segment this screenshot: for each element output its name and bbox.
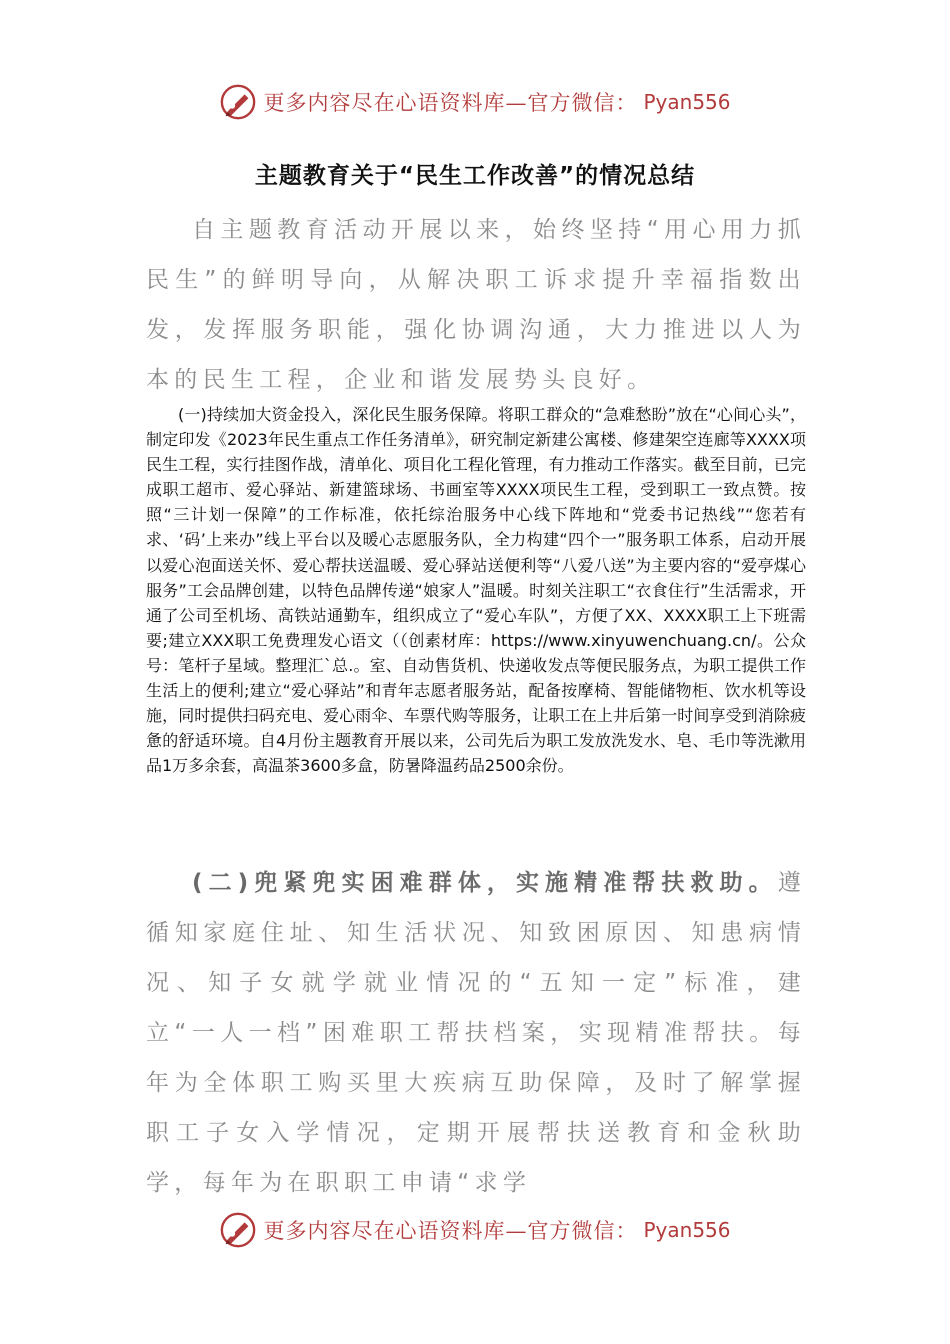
section-2-paragraph (146, 858, 806, 1208)
watermark-banner-bottom (0, 1208, 950, 1252)
watermark-wechat-id: Pyan556 (643, 90, 731, 114)
section-2-body: 遵循知家庭住址、知生活状况、知致困原因、知患病情况、知子女就学就业情况的“五知一定”标准，建立“一人一档”困难职工帮扶档案，实现精准帮扶。每年为全体职工购买里大疾病互助保障，及时了解掌握职工子女入学情况，定期开展帮扶送教育和金秋助学，每年为在职职工申请“求学 (146, 870, 806, 1196)
watermark-banner-top (0, 80, 950, 124)
watermark-text: 更多内容尽在心语资料库—官方微信： (263, 1219, 638, 1243)
section-2-heading: (二)兜紧兜实困难群体，实施精准帮扶救助。 (192, 870, 778, 896)
pen-logo-icon (219, 83, 257, 121)
intro-paragraph: 自主题教育活动开展以来，始终坚持“用心用力抓民生”的鲜明导向，从解决职工诉求提升幸福指数出发，发挥服务职能，强化协调沟通，大力推进以人为本的民生工程，企业和谐发展势头良好。 (146, 217, 806, 393)
section-1-paragraph: (一)持续加大资金投入，深化民生服务保障。将职工群众的“急难愁盼”放在“心间心头”，制定印发《2023年民生重点工作任务清单》，研究制定新建公寓楼、修建架空连廊等XXXX项民生工程，实行挂图作战，清单化、项目化工程化管理，有力推动工作落实。截至目前，已完成职工超市、爱心驿站、新建篮球场、书画室等XXXX项民生工程，受到职工一致点赞。按照“三计划一保障”的工作标准，依托综治服务中心线下阵地和“党委书记热线”“您若有求、‘码’上来办”线上平台以及暖心志愿服务队，全力构建“四个一”服务职工体系，启动开展 以爱心泡面送关怀、爱心帮扶送温暖、爱心驿站送便利等“八爱八送”为主要内容的“爱亭煤心服务”工会品牌创建，以特色品牌传递“娘家人”温暖。时刻关注职工“衣食住行”生活需求，开通了公司至机场、高铁站通勤车，组织成立了“爱心车队”，方便了XX、XXXX职工上下班需要;建立XXX职工免费理发心语文（（创素材库：https://www.xinyuwenchuang.cn/。公众号：笔杆子星域。整理汇`总.。室、自动售货机、快递收发点等便民服务点，为职工提供工作生活上的便利;建立“爱心驿站”和青年志愿者服务站，配备按摩椅、智能储物柜、饮水机等设施，同时提供扫码充电、爱心雨伞、车票代购等服务，让职工在上井后第一时间享受到消除疲惫的舒适环境。自4月份主题教育开展以来，公司先后为职工发放洗发水、皂、毛巾等洗漱用品1万多余套，高温茶3600多盒，防暑降温药品2500余份。 (146, 405, 823, 776)
document-title: 主题教育关于“民生工作改善”的情况总结 (254, 163, 696, 189)
watermark-text: 更多内容尽在心语资料库—官方微信： (263, 91, 638, 115)
watermark-wechat-id: Pyan556 (643, 1218, 731, 1242)
pen-logo-icon (219, 1211, 257, 1249)
